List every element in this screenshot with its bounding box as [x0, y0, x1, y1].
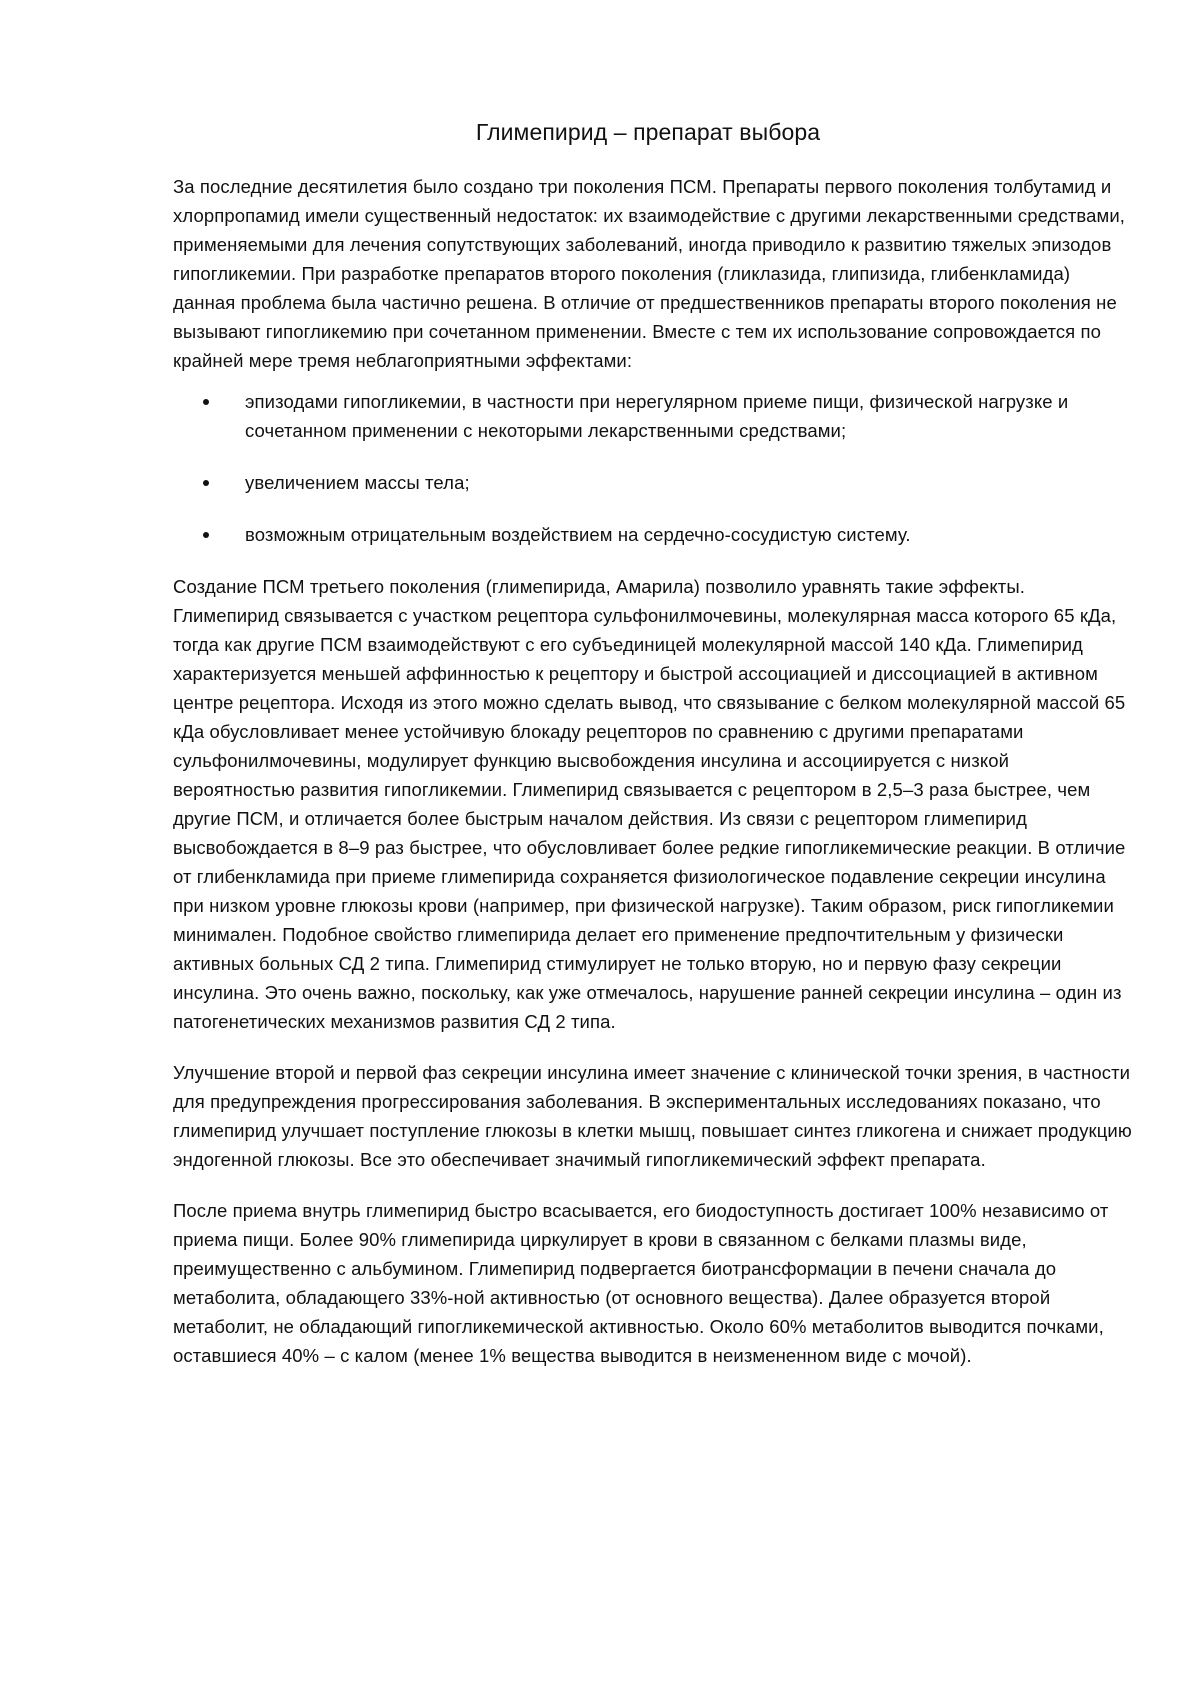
- paragraph-insulin-secretion: Улучшение второй и первой фаз секреции инсулина имеет значение с клинической точки зрения, в частности для предупреждения прогрессирования заболевания. В экспериментальных исследованиях показано, что глимепирид улучшает поступление глюкозы в клетки мышц, повышает синтез гликогена и снижает продукцию эндогенной глюкозы. Все это обеспечивает значимый гипогликемический эффект препарата.: [173, 1062, 1132, 1170]
- paragraph-intro: За последние десятилетия было создано три поколения ПСМ. Препараты первого поколения толбутамид и хлорпропамид имели существенный недостаток: их взаимодействие с другими лекарственными средствами, применяемыми для лечения сопутствующих заболеваний, иногда приводило к развитию тяжелых эпизодов гипогликемии. При разработке препаратов второго поколения (гликлазида, глипизида, глибенкламида) данная проблема была частично решена. В отличие от предшественников препараты второго поколения не вызывают гипогликемию при сочетанном применении. Вместе с тем их использование сопровождается по крайней мере тремя неблагоприятными эффектами:: [173, 176, 1125, 371]
- list-item: [173, 387, 1133, 445]
- side-effects-list: [173, 387, 1133, 549]
- document-page: [173, 0, 1133, 1370]
- bullet-icon: [203, 480, 209, 486]
- list-item-text: эпизодами гипогликемии, в частности при нерегулярном приеме пищи, физической нагрузке и сочетанном применении с некоторыми лекарственными средствами;: [245, 391, 1069, 441]
- list-item-text: возможным отрицательным воздействием на сердечно-сосудистую систему.: [245, 524, 911, 545]
- paragraph-third-generation: Создание ПСМ третьего поколения (глимепирида, Амарила) позволило уравнять такие эффекты. Глимепирид связывается с участком рецептора сульфонилмочевины, молекулярная масса которого 65 кДа, тогда как другие ПСМ взаимодействуют с его субъединицей молекулярной массой 140 кДа. Глимепирид характеризуется меньшей аффинностью к рецептору и быстрой ассоциацией и диссоциацией в активном центре рецептора. Исходя из этого можно сделать вывод, что связывание с белком молекулярной массой 65 кДа обусловливает менее устойчивую блокаду рецепторов по сравнению с другими препаратами сульфонилмочевины, модулирует функцию высвобождения инсулина и ассоциируется с низкой вероятностью развития гипогликемии. Глимепирид связывается с рецептором в 2,5–3 раза быстрее, чем другие ПСМ, и отличается более быстрым началом действия. Из связи с рецептором глимепирид высвобождается в 8–9 раз быстрее, что обусловливает более редкие гипогликемические реакции. В отличие от глибенкламида при приеме глимепирида сохраняется физиологическое подавление секреции инсулина при низком уровне глюкозы крови (например, при физической нагрузке). Таким образом, риск гипогликемии минимален. Подобное свойство глимепирида делает его применение предпочтительным у физически активных больных СД 2 типа. Глимепирид стимулирует не только вторую, но и первую фазу секреции инсулина. Это очень важно, поскольку, как уже отмечалось, нарушение ранней секреции инсулина – один из патогенетических механизмов развития СД 2 типа.: [173, 576, 1126, 1032]
- document-title: Глимепирид – препарат выбора: [475, 119, 821, 145]
- paragraph-pharmacokinetics: После приема внутрь глимепирид быстро всасывается, его биодоступность достигает 100% независимо от приема пищи. Более 90% глимепирида циркулирует в крови в связанном с белками плазмы виде, преимущественно с альбумином. Глимепирид подвергается биотрансформации в печени сначала до метаболита, обладающего 33%-ной активностью (от основного вещества). Далее образуется второй метаболит, не обладающий гипогликемической активностью. Около 60% метаболитов выводится почками, оставшиеся 40% – с калом (менее 1% вещества выводится в неизмененном виде с мочой).: [173, 1200, 1109, 1366]
- list-item-text: увеличением массы тела;: [245, 472, 470, 493]
- bullet-icon: [203, 399, 209, 405]
- bullet-icon: [203, 532, 209, 538]
- list-item: [173, 520, 1133, 549]
- list-item: [173, 468, 1133, 497]
